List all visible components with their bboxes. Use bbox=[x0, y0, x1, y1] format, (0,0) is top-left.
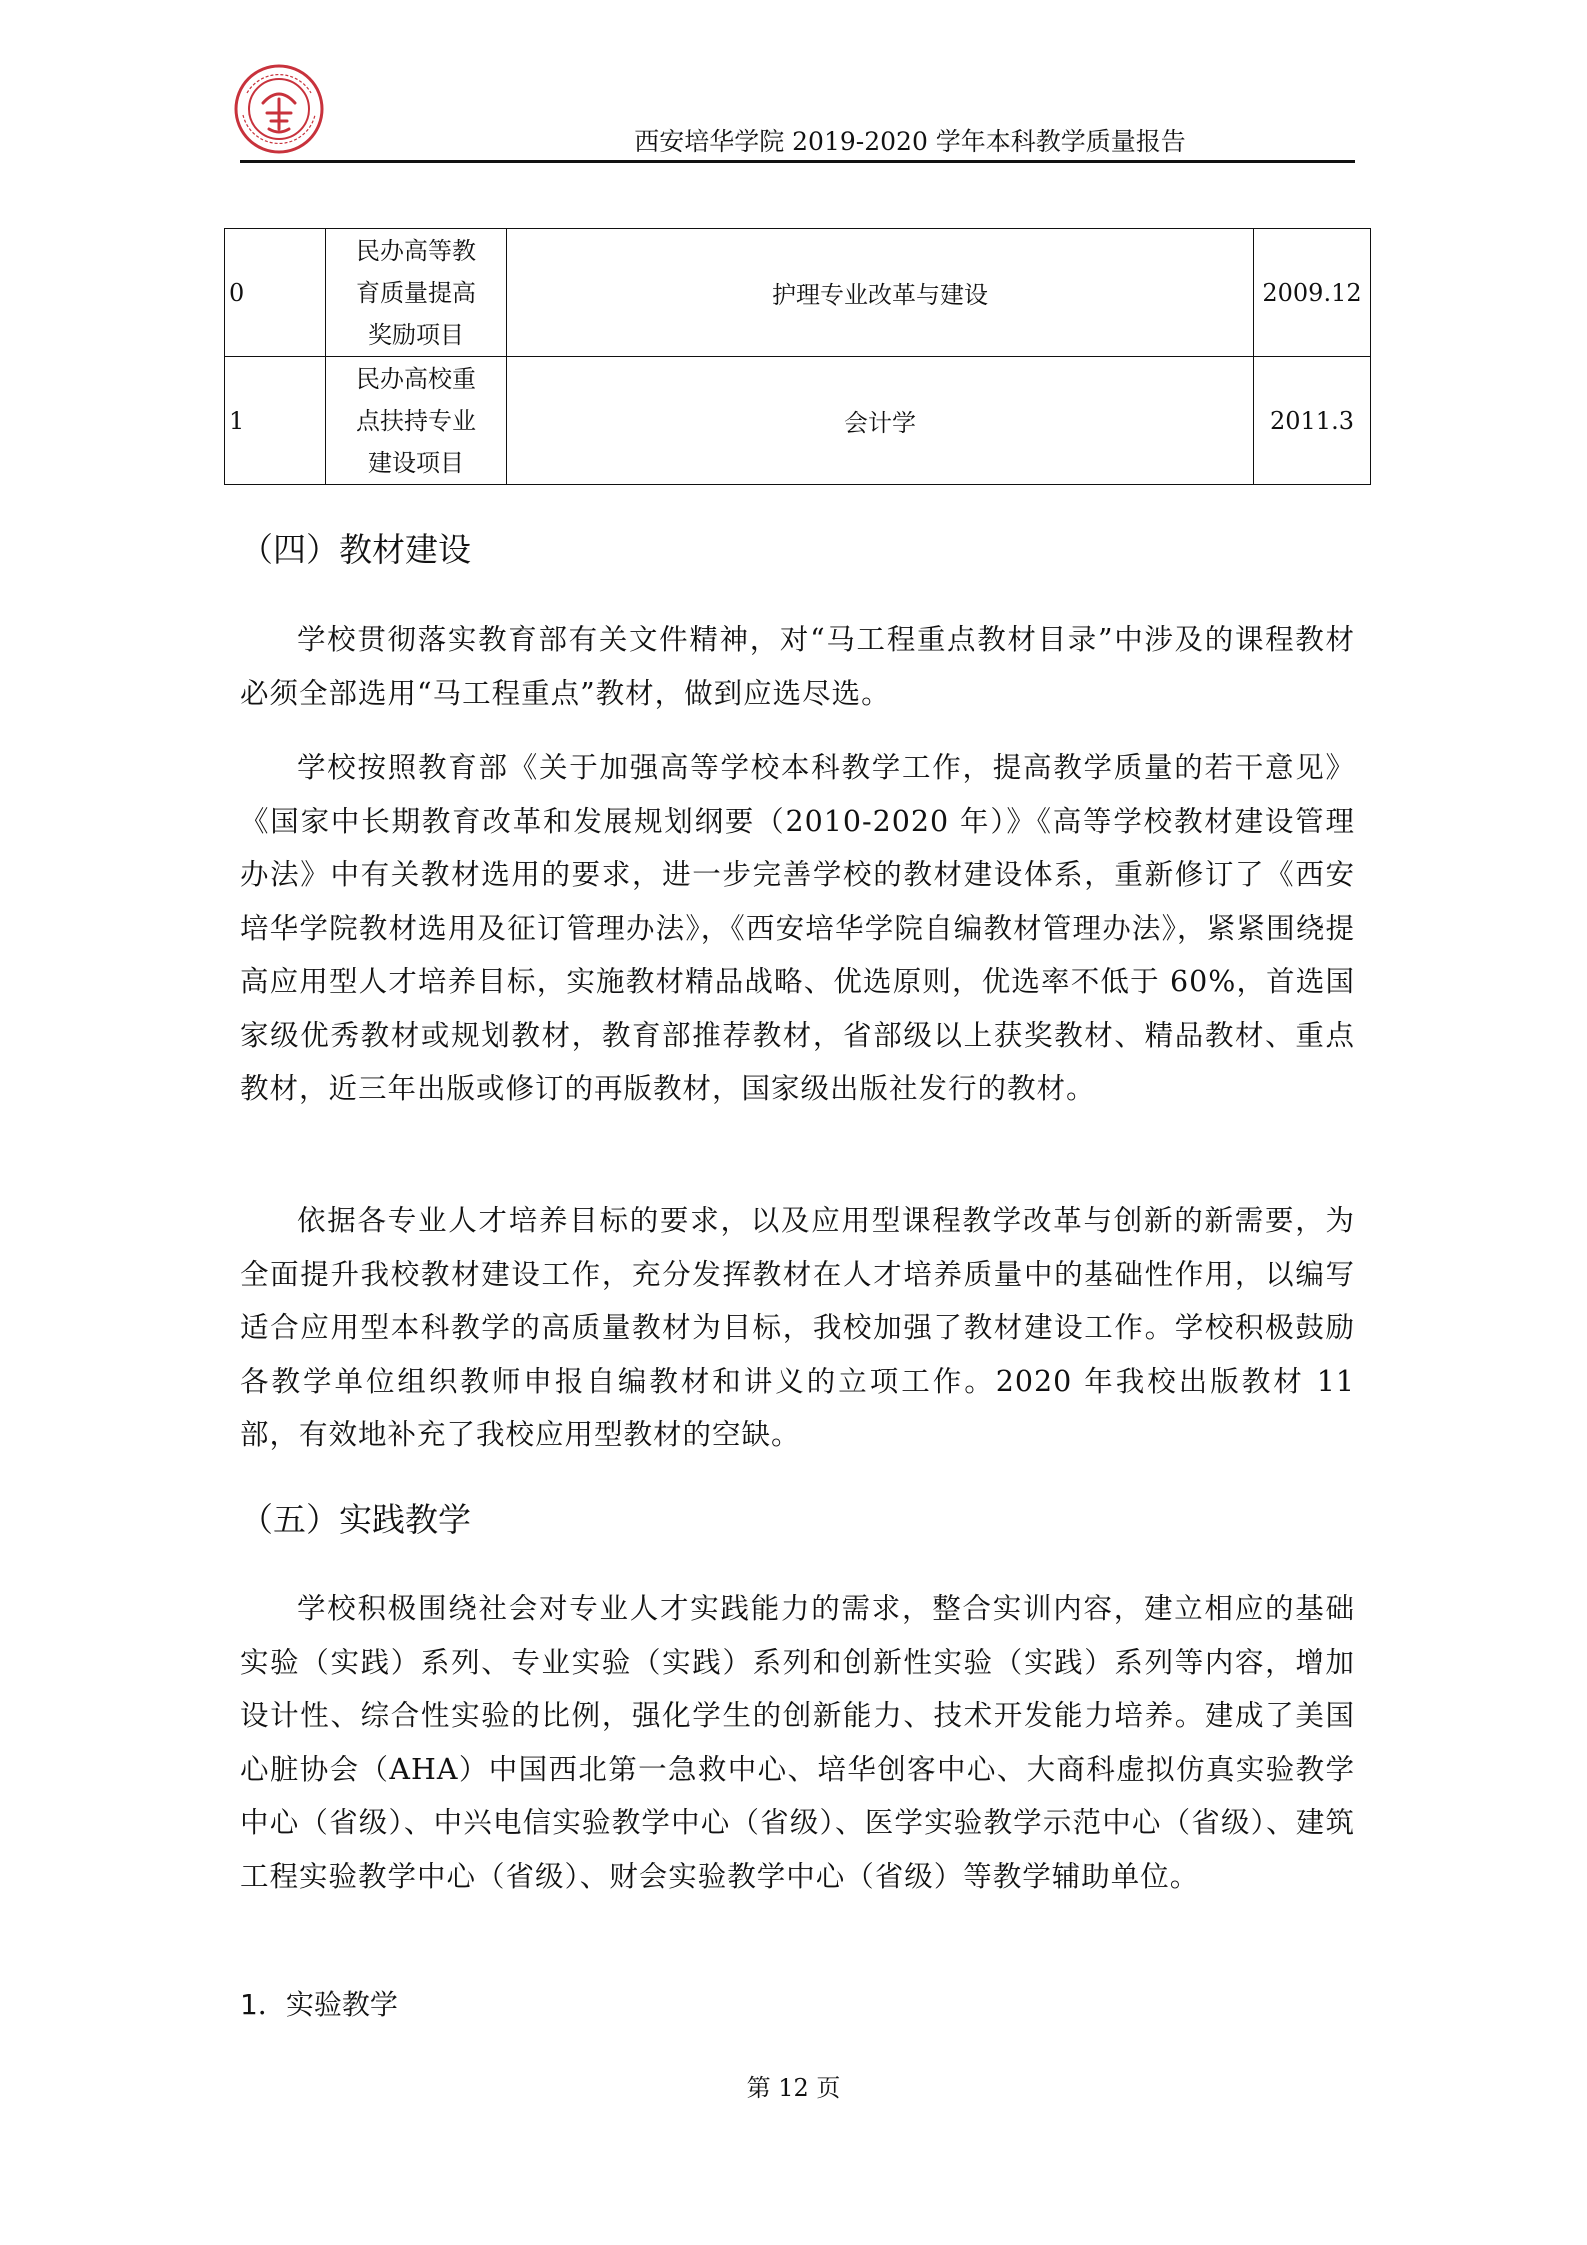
project-name: 会计学 bbox=[507, 357, 1254, 485]
table-row bbox=[225, 229, 1371, 357]
project-category: 民办高校重 点扶持专业 建设项目 bbox=[326, 357, 507, 485]
table-row bbox=[225, 357, 1371, 485]
page-number: 第 12 页 bbox=[746, 2074, 841, 2102]
section-heading-practice: （五）实践教学 bbox=[240, 1500, 471, 1539]
paragraph: 学校贯彻落实教育部有关文件精神，对“马工程重点教材目录”中涉及的课程教材必须全部选用“马工程重点”教材，做到应选尽选。 bbox=[240, 623, 1355, 710]
header-divider bbox=[240, 160, 1355, 163]
project-name: 护理专业改革与建设 bbox=[507, 229, 1254, 357]
paragraph: 学校积极围绕社会对专业人才实践能力的需求，整合实训内容，建立相应的基础实验（实践）系列、专业实验（实践）系列和创新性实验（实践）系列等内容，增加设计性、综合性实验的比例，强化学生的创新能力、技术开发能力培养。建成了美国心脏协会（AHA）中国西北第一急救中心、培华创客中心、大商科虚拟仿真实验教学中心（省级）、中兴电信实验教学中心（省级）、医学实验教学示范中心（省级）、建筑工程实验教学中心（省级）、财会实验教学中心（省级）等教学辅助单位。 bbox=[240, 1592, 1355, 1893]
school-seal-logo bbox=[233, 63, 325, 155]
row-index: 0 bbox=[225, 229, 326, 357]
project-date: 2009.12 bbox=[1254, 229, 1371, 357]
subsection-heading: 1．实验教学 bbox=[240, 1988, 398, 2021]
paragraph: 学校按照教育部《关于加强高等学校本科教学工作，提高教学质量的若干意见》《国家中长期教育改革和发展规划纲要（2010-2020 年）》《高等学校教材建设管理办法》中有关教材选用的要求，进一步完善学校的教材建设体系，重新修订了《西安培华学院教材选用及征订管理办法》，《西安培华学院自编教材管理办法》，紧紧围绕提高应用型人才培养目标，实施教材精品战略、优选原则，优选率不低于 60%，首选国家级优秀教材或规划教材，教育部推荐教材，省部级以上获奖教材、精品教材、重点教材，近三年出版或修订的再版教材，国家级出版社发行的教材。 bbox=[240, 751, 1355, 1105]
paragraph: 依据各专业人才培养目标的要求，以及应用型课程教学改革与创新的新需要，为全面提升我校教材建设工作，充分发挥教材在人才培养质量中的基础性作用，以编写适合应用型本科教学的高质量教材为目标，我校加强了教材建设工作。学校积极鼓励各教学单位组织教师申报自编教材和讲义的立项工作。2020 年我校出版教材 11 部，有效地补充了我校应用型教材的空缺。 bbox=[240, 1204, 1355, 1451]
report-header-title: 西安培华学院 2019-2020 学年本科教学质量报告 bbox=[634, 127, 1186, 156]
row-index: 1 bbox=[225, 357, 326, 485]
project-table bbox=[224, 228, 1371, 485]
section-heading-textbooks: （四）教材建设 bbox=[240, 530, 471, 569]
project-category: 民办高等教 育质量提高 奖励项目 bbox=[326, 229, 507, 357]
project-date: 2011.3 bbox=[1254, 357, 1371, 485]
